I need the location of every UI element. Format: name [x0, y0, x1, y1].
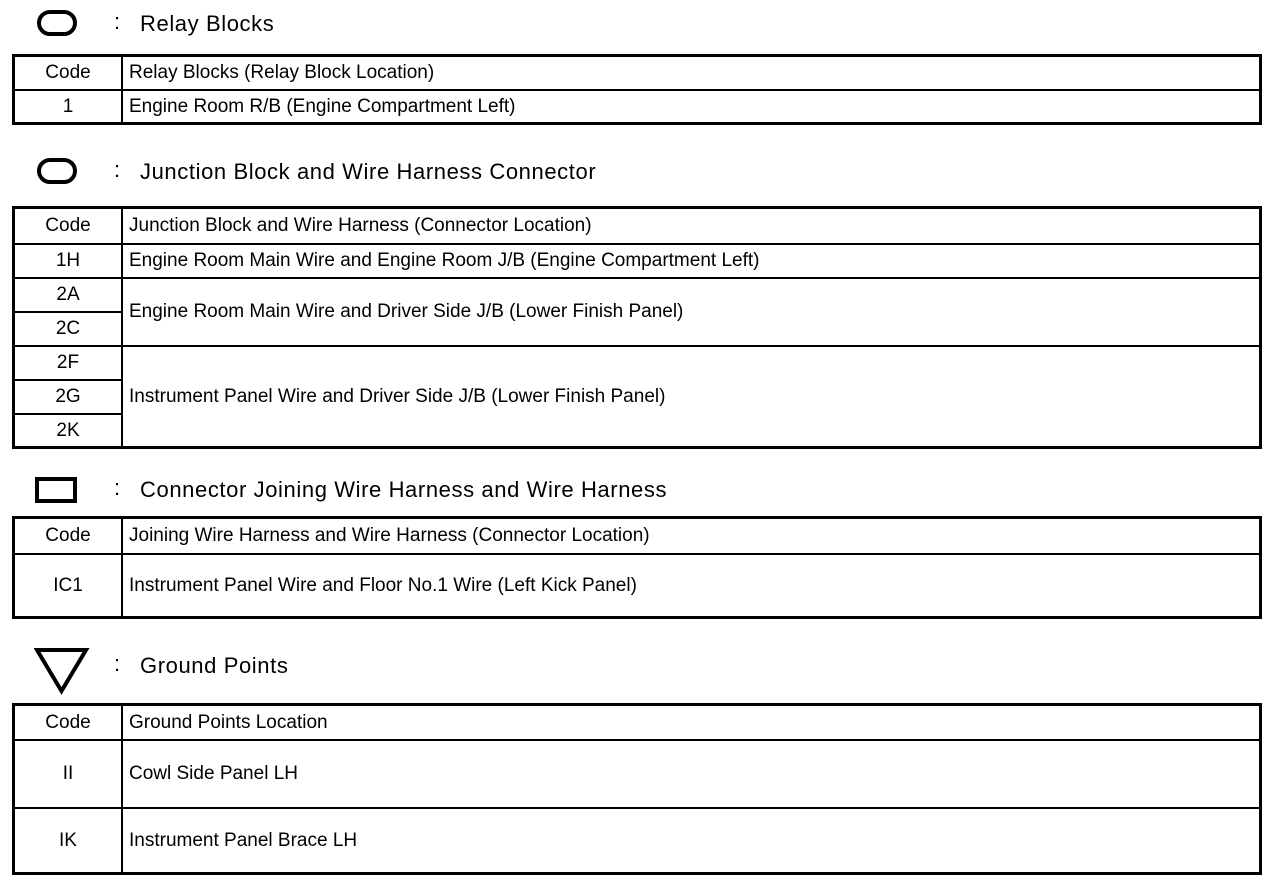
table-row — [14, 278, 1261, 312]
code-header: Code — [14, 56, 123, 90]
code-cell: IK — [14, 808, 123, 874]
section-title: Connector Joining Wire Harness and Wire Harness — [140, 477, 668, 502]
location-header: Relay Blocks (Relay Block Location) — [122, 56, 1261, 90]
relay-blocks-heading — [34, 4, 274, 44]
section-title: Relay Blocks — [140, 11, 275, 36]
heading-colon: : — [114, 651, 121, 676]
ground-points-heading — [34, 646, 288, 686]
code-header: Code — [14, 518, 123, 554]
junction-block-table — [12, 206, 1262, 449]
code-cell: 2C — [14, 312, 123, 346]
table-row — [14, 346, 1261, 380]
location-cell: Engine Room Main Wire and Driver Side J/B (Lower Finish Panel) — [122, 278, 1261, 346]
table-row — [14, 740, 1261, 808]
connector-symbol-icon — [34, 470, 86, 510]
junction-block-heading — [34, 152, 596, 192]
table-header-row — [14, 518, 1261, 554]
code-cell: 2K — [14, 414, 123, 448]
code-cell: 1H — [14, 244, 123, 278]
section-title: Ground Points — [140, 653, 289, 678]
code-cell: 1 — [14, 90, 123, 124]
ground-symbol-icon — [34, 646, 86, 686]
location-cell: Instrument Panel Brace LH — [122, 808, 1261, 874]
code-header: Code — [14, 705, 123, 740]
table-header-row — [14, 56, 1261, 90]
location-cell: Engine Room Main Wire and Engine Room J/B (Engine Compartment Left) — [122, 244, 1261, 278]
table-row — [14, 554, 1261, 618]
code-header: Code — [14, 208, 123, 244]
location-header: Ground Points Location — [122, 705, 1261, 740]
location-header: Junction Block and Wire Harness (Connector Location) — [122, 208, 1261, 244]
code-cell: IC1 — [14, 554, 123, 618]
junction-block-symbol-icon — [34, 152, 86, 192]
code-cell: 2F — [14, 346, 123, 380]
ground-points-table — [12, 703, 1262, 875]
code-cell: 2G — [14, 380, 123, 414]
table-header-row — [14, 208, 1261, 244]
location-cell: Instrument Panel Wire and Driver Side J/B (Lower Finish Panel) — [122, 346, 1261, 448]
heading-colon: : — [114, 475, 121, 500]
table-row — [14, 808, 1261, 874]
location-cell: Engine Room R/B (Engine Compartment Left) — [122, 90, 1261, 124]
heading-colon: : — [114, 157, 121, 182]
connector-heading — [34, 470, 667, 510]
location-header: Joining Wire Harness and Wire Harness (Connector Location) — [122, 518, 1261, 554]
code-cell: 2A — [14, 278, 123, 312]
relay-blocks-table — [12, 54, 1262, 125]
location-cell: Cowl Side Panel LH — [122, 740, 1261, 808]
location-cell: Instrument Panel Wire and Floor No.1 Wire (Left Kick Panel) — [122, 554, 1261, 618]
section-title: Junction Block and Wire Harness Connector — [140, 159, 597, 184]
connector-table — [12, 516, 1262, 619]
code-cell: II — [14, 740, 123, 808]
table-row — [14, 90, 1261, 124]
heading-colon: : — [114, 9, 121, 34]
relay-block-symbol-icon — [34, 4, 86, 44]
table-header-row — [14, 705, 1261, 740]
table-row — [14, 244, 1261, 278]
